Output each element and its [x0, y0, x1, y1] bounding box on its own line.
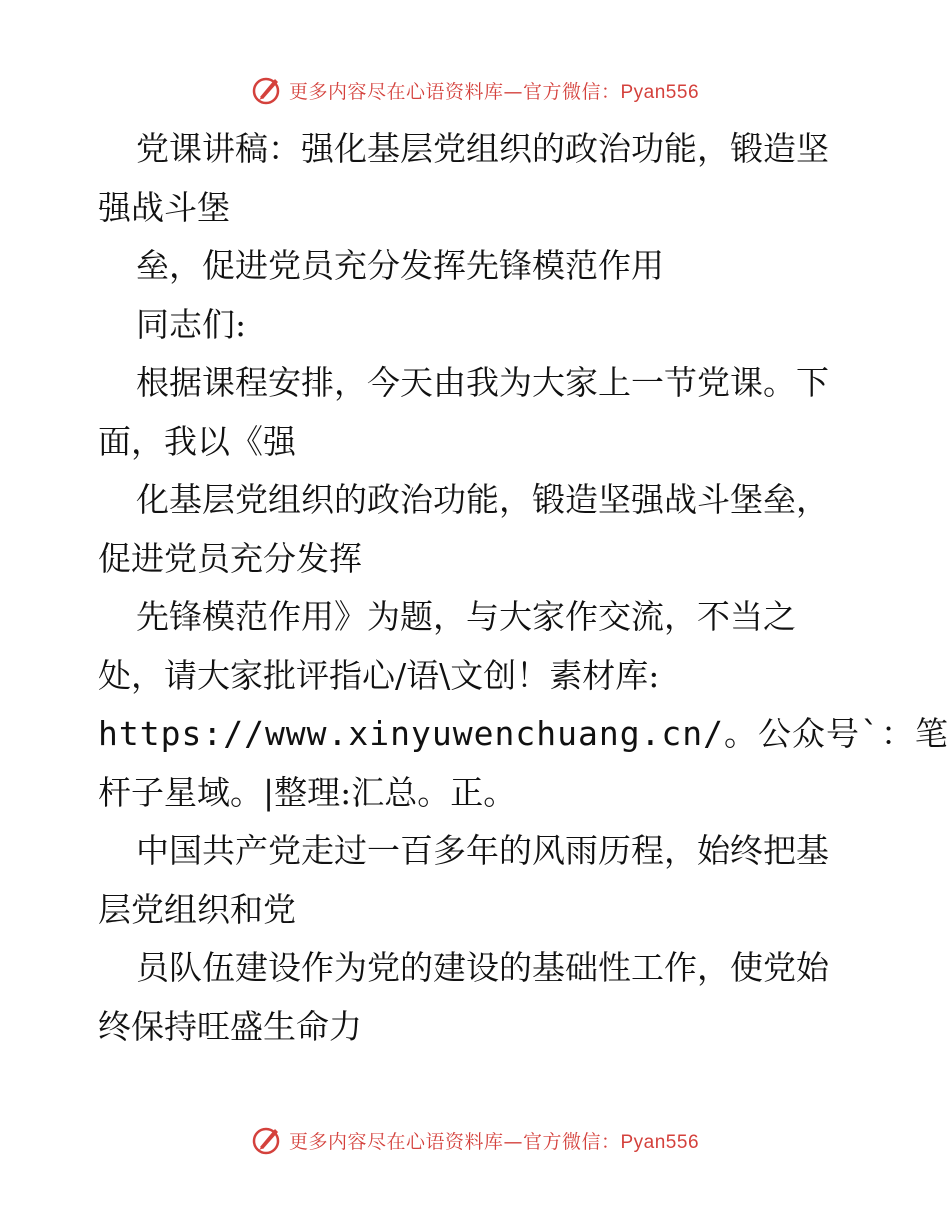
watermark-main: 更多内容尽在心语资料库	[288, 80, 504, 103]
text-line: 党课讲稿：强化基层党组织的政治功能，锻造坚	[136, 129, 829, 168]
text-line: 垒，促进党员充分发挥先锋模范作用	[136, 246, 664, 285]
text-line: 终保持旺盛生命力	[98, 1006, 362, 1046]
text-line: 中国共产党走过一百多年的风雨历程，始终把基	[136, 831, 829, 870]
text-line: 面，我以《强	[98, 421, 296, 461]
text-line: 同志们:	[136, 304, 247, 344]
text-line: 杆子星域。|整理:汇总。正。	[98, 772, 517, 812]
quill-logo-icon	[251, 73, 285, 107]
text-line: 先锋模范作用》为题，与大家作交流，不当之	[136, 597, 796, 636]
watermark-main: 更多内容尽在心语资料库	[288, 1130, 504, 1153]
quill-logo-icon	[251, 1123, 285, 1157]
footer-watermark	[0, 1122, 950, 1158]
watermark-sub: 官方微信：Pyan556	[523, 81, 700, 103]
header-watermark	[0, 72, 950, 108]
text-line: 根据课程安排，今天由我为大家上一节党课。下	[136, 363, 829, 402]
watermark-dash: —	[503, 1130, 523, 1153]
watermark-text	[289, 1127, 699, 1154]
text-line: https://www.xinyuwenchuang.cn/。公众号`：笔	[98, 714, 949, 753]
watermark-sub: 官方微信：Pyan556	[523, 1131, 700, 1153]
watermark-text	[289, 77, 699, 104]
text-line: 强战斗堡	[98, 187, 230, 227]
text-line: 化基层党组织的政治功能，锻造坚强战斗堡垒，	[136, 480, 829, 519]
text-line: 员队伍建设作为党的建设的基础性工作，使党始	[136, 948, 829, 987]
text-line: 处，请大家批评指心/语\文创！素材库:	[98, 655, 660, 695]
text-line: 层党组织和党	[98, 889, 296, 929]
text-line: 促进党员充分发挥	[98, 538, 362, 578]
document-body	[98, 120, 949, 1056]
watermark-dash: —	[503, 80, 523, 103]
